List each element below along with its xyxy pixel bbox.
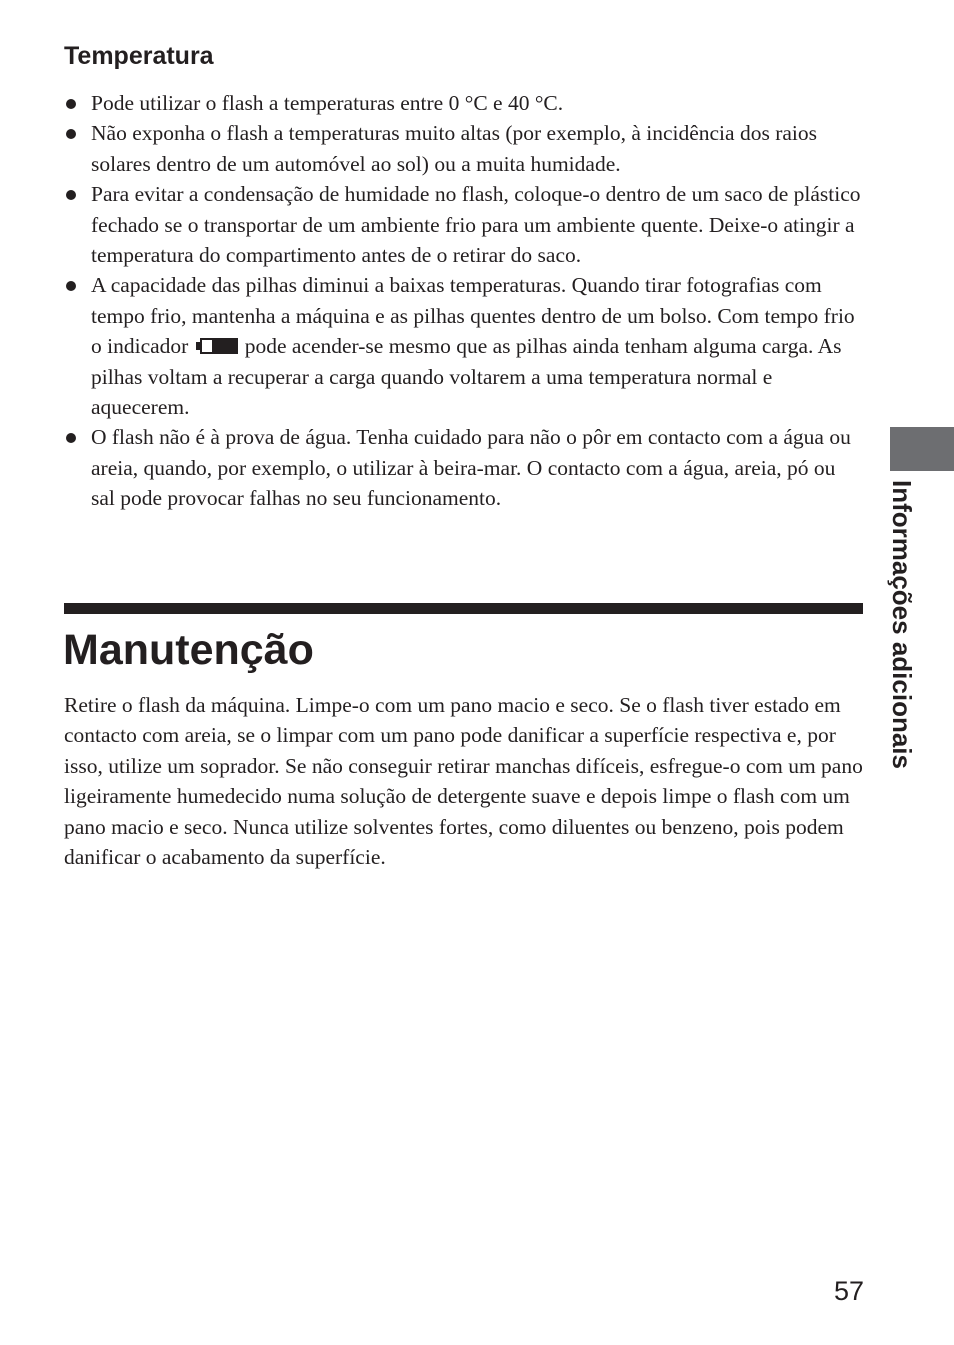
section-heading-temperatura: Temperatura — [64, 42, 214, 70]
bullet-text-before-icon: A capacidade das pilhas diminui a baixas temperaturas. Quando tirar fotografias com tempo frio, mantenha a máquina e as pilhas quentes dentro de um bolso. Com tempo frio o indicador — [91, 273, 855, 359]
bullet-text: O flash não é à prova de água. Tenha cuidado para não o pôr em contacto com a água ou areia, quando, por exemplo, o utilizar à beira-mar. O contacto com a água, areia, pó ou sal pode provocar falhas no seu funcionamento. — [91, 425, 851, 511]
temperature-bullet-list — [64, 88, 864, 514]
bullet-text-after-icon: pode acender-se mesmo que as pilhas ainda tenham alguma carga. As pilhas voltam a recuperar a carga quando voltarem a uma temperatura normal e aquecerem. — [91, 334, 842, 420]
bullet-dot-icon — [66, 190, 76, 200]
bullet-dot-icon — [66, 99, 76, 109]
page-number: 57 — [833, 1276, 864, 1306]
bullet-dot-icon — [66, 129, 76, 139]
bullet-item — [64, 270, 864, 422]
side-tab-label: Informações adicionais — [887, 480, 917, 769]
bullet-item — [64, 88, 864, 118]
bullet-dot-icon — [66, 281, 76, 291]
section-divider-rule — [64, 603, 863, 614]
battery-low-icon — [196, 338, 242, 354]
bullet-item — [64, 179, 864, 270]
maintenance-paragraph: Retire o flash da máquina. Limpe-o com um pano macio e seco. Se o flash tiver estado em contacto com areia, se o limpar com um pano pode danificar a superfície respectiva e, por isso, utilize um soprador. Se não conseguir retirar manchas difíceis, esfregue-o com um pano ligeiramente humedecido numa solução de detergente suave e depois limpe o flash com um pano macio e seco. Nunca utilize solventes fortes, como diluentes ou benzeno, pois podem danificar o acabamento da superfície. — [64, 693, 863, 870]
bullet-text: Para evitar a condensação de humidade no flash, coloque-o dentro de um saco de plástico fechado se o transportar de um ambiente frio para um ambiente quente. Deixe-o atingir a temperatura do compartimento antes de o retirar do saco. — [91, 182, 861, 268]
bullet-item — [64, 118, 864, 179]
bullet-item — [64, 422, 864, 513]
section-heading-manutencao: Manutenção — [63, 626, 314, 674]
side-tab-marker — [890, 427, 954, 471]
bullet-text: Não exponha o flash a temperaturas muito altas (por exemplo, à incidência dos raios solares dentro de um automóvel ao sol) ou a muita humidade. — [91, 121, 817, 176]
bullet-dot-icon — [66, 433, 76, 443]
bullet-text: Pode utilizar o flash a temperaturas entre 0 °C e 40 °C. — [91, 91, 564, 115]
